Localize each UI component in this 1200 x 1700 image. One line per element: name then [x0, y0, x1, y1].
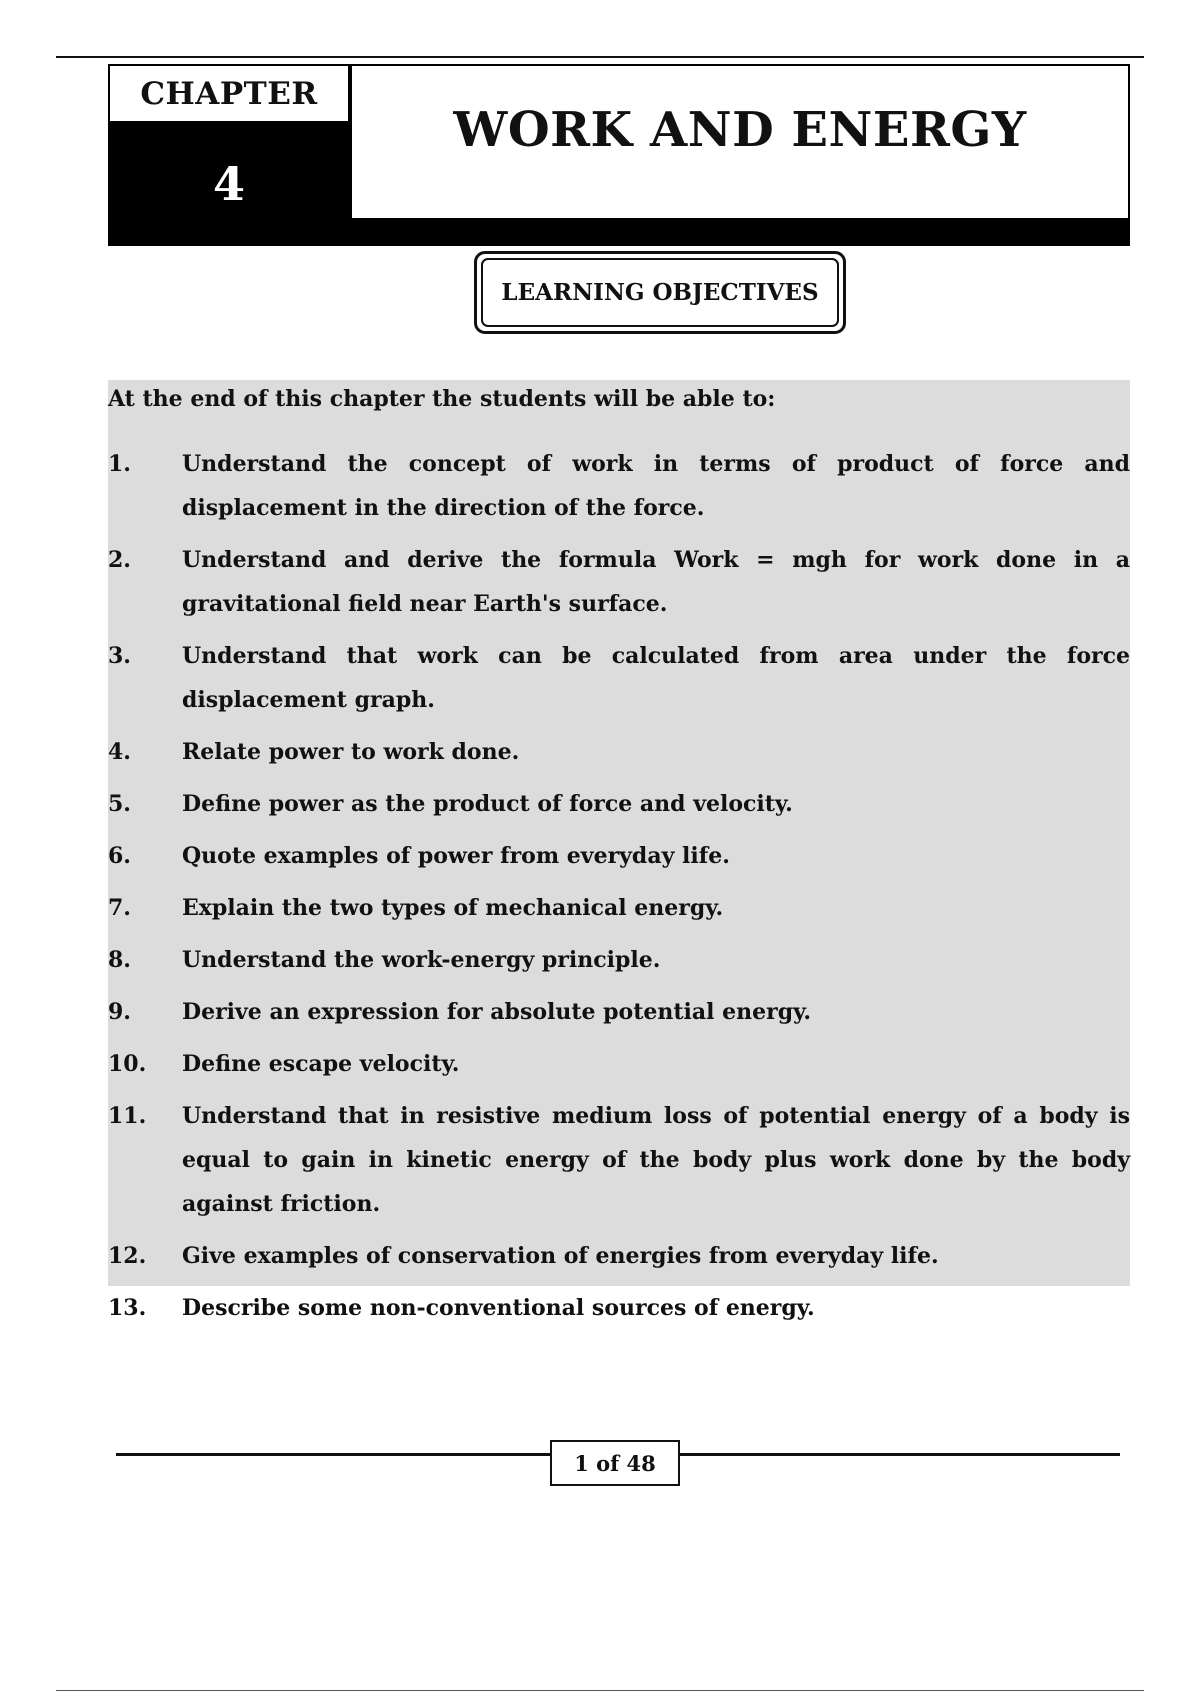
objective-text: Define power as the product of force and velocity. — [182, 791, 793, 817]
objective-item — [108, 886, 1130, 930]
objective-text: Understand that in resistive medium loss of potential energy of a body is equal to gain in kinetic energy of the body plus work done by the body against friction. — [182, 1103, 1130, 1217]
objective-number: 13. — [108, 1295, 147, 1321]
objective-text: Give examples of conservation of energies from everyday life. — [182, 1243, 939, 1269]
objective-item — [108, 938, 1130, 982]
page-indicator: 1 of 48 — [550, 1440, 680, 1486]
objective-text: Define escape velocity. — [182, 1051, 460, 1077]
objective-item — [108, 1042, 1130, 1086]
objective-number: 8. — [108, 947, 131, 973]
objective-item — [108, 634, 1130, 722]
objective-number: 2. — [108, 547, 131, 573]
objective-text: Understand that work can be calculated from area under the force displacement graph. — [182, 643, 1130, 713]
objective-item — [108, 538, 1130, 626]
objective-number: 4. — [108, 739, 131, 765]
chapter-title: WORK AND ENERGY — [352, 66, 1128, 218]
objective-number: 12. — [108, 1243, 147, 1269]
objectives-list — [108, 442, 1130, 1338]
objective-text: Understand and derive the formula Work = mgh for work done in a gravitational field near Earth's surface. — [182, 547, 1130, 617]
objective-number: 5. — [108, 791, 131, 817]
chapter-header — [108, 64, 1130, 246]
objective-item — [108, 834, 1130, 878]
chapter-label: CHAPTER — [110, 66, 348, 121]
learning-objectives-badge — [474, 251, 846, 334]
objective-text: Understand the concept of work in terms of product of force and displacement in the direction of the force. — [182, 451, 1130, 521]
objective-number: 9. — [108, 999, 131, 1025]
objective-number: 10. — [108, 1051, 147, 1077]
objective-text: Derive an expression for absolute potential energy. — [182, 999, 812, 1025]
objective-item — [108, 730, 1130, 774]
objective-number: 7. — [108, 895, 131, 921]
objective-text: Describe some non-conventional sources of energy. — [182, 1295, 815, 1321]
objective-number: 11. — [108, 1103, 147, 1129]
learning-objectives-heading: LEARNING OBJECTIVES — [481, 258, 839, 327]
bottom-rule — [56, 1690, 1144, 1691]
objective-number: 1. — [108, 451, 131, 477]
objective-item — [108, 442, 1130, 530]
footer-rule-right — [680, 1453, 1120, 1456]
objectives-intro: At the end of this chapter the students will be able to: — [108, 386, 776, 412]
objective-text: Understand the work-energy principle. — [182, 947, 661, 973]
objective-item — [108, 782, 1130, 826]
objective-text: Quote examples of power from everyday life. — [182, 843, 730, 869]
objective-number: 6. — [108, 843, 131, 869]
objective-text: Relate power to work done. — [182, 739, 520, 765]
chapter-number: 4 — [212, 156, 245, 211]
objective-item — [108, 1094, 1130, 1226]
objectives-panel — [108, 380, 1130, 1321]
footer-rule-left — [116, 1453, 550, 1456]
objective-item — [108, 1234, 1130, 1278]
objective-item — [108, 990, 1130, 1034]
objective-number: 3. — [108, 643, 131, 669]
objective-text: Explain the two types of mechanical energy. — [182, 895, 724, 921]
objective-item — [108, 1286, 1130, 1330]
top-rule — [56, 56, 1144, 58]
